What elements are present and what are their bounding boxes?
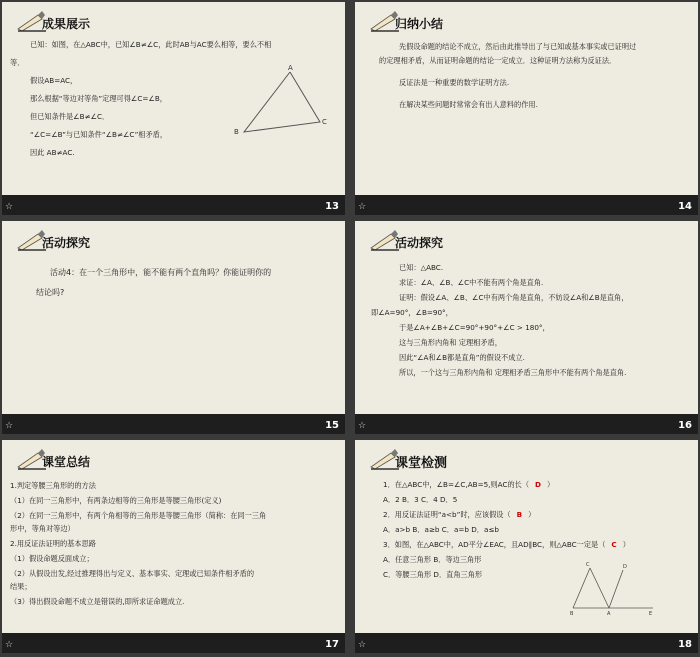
slide-17[interactable] bbox=[2, 440, 345, 653]
slide-number: 18 bbox=[678, 639, 692, 650]
question-1-options: A．2 B．3 C．4 D．5 bbox=[383, 495, 458, 504]
slide-content bbox=[2, 2, 345, 195]
slide-title: 归纳小结 bbox=[369, 8, 443, 34]
slide-title: 课堂检测 bbox=[369, 446, 447, 472]
label-d: D bbox=[623, 564, 627, 570]
star-icon[interactable]: ☆ bbox=[358, 202, 367, 212]
slide-content bbox=[2, 221, 345, 414]
star-icon[interactable]: ☆ bbox=[5, 640, 14, 650]
label-e: E bbox=[649, 611, 653, 616]
question-3-options-1: A．任意三角形 B．等边三角形 bbox=[383, 555, 482, 564]
star-icon[interactable]: ☆ bbox=[358, 640, 367, 650]
triangle-figure bbox=[230, 62, 330, 142]
question-2: 2．用反证法证明“a<b”时，应该假设（ B ） bbox=[383, 510, 536, 519]
slide-footer bbox=[355, 633, 698, 653]
label-b: B bbox=[234, 128, 239, 136]
question-2-options: A．a>b B．a≥b C．a=b D．a≤b bbox=[383, 525, 499, 534]
slide-title: 活动探究 bbox=[369, 227, 443, 253]
slide-13[interactable] bbox=[2, 2, 345, 215]
label-c: C bbox=[322, 118, 327, 126]
slide-footer bbox=[355, 414, 698, 434]
slide-number: 17 bbox=[325, 639, 339, 650]
question-3-options-2: C．等腰三角形 D．直角三角形 bbox=[383, 570, 483, 579]
slide-15[interactable] bbox=[2, 221, 345, 434]
label-a: A bbox=[288, 64, 293, 72]
star-icon[interactable]: ☆ bbox=[358, 421, 367, 431]
label-a: A bbox=[607, 611, 611, 616]
slide-text: 已知：如图，在△ABC中，已知∠B≠∠C，此时AB与AC要么相等，要么不相 等． 假设AB=AC， 那么根据“等边对等角”定理可得∠C=∠B， 但已知条件是∠B≠∠C． “∠C=∠B”与已知条件“∠B≠∠C”相矛盾， 因此 AB≠AC. bbox=[10, 40, 272, 157]
slide-footer bbox=[2, 633, 345, 653]
slide-content bbox=[355, 221, 698, 414]
slide-text: 先假设命题的结论不成立，然后由此推导出了与已知或基本事实或已证明过 的定理相矛盾，从而证明命题的结论一定成立．这种证明方法称为反证法． 反证法是一种重要的数学证明方法. 在解决某些问题时常常会有出人意料的作用. bbox=[379, 42, 637, 109]
slide-content bbox=[2, 440, 345, 633]
slide-footer bbox=[355, 195, 698, 215]
slide-number: 14 bbox=[678, 201, 692, 212]
answer-3: C bbox=[611, 540, 617, 549]
slide-text: 1.判定等腰三角形的的方法 （1）在同一三角形中，有两条边相等的三角形是等腰三角形(定义) （2）在同一三角形中，有两个角相等的三角形是等腰三角形（简称：在同一三角 形中，等角对等边） 2.用反证法证明的基本思路 （1）假设命题反面成立； （2）从假设出发,经过推理得出与定义、基本事实、定理或已知条件相矛盾的 结果； （3）得出假设命题不成立是错误的,即所求证命题成立. bbox=[10, 481, 267, 606]
answer-2: B bbox=[516, 510, 523, 519]
slide-text: 活动4：在一个三角形中，能不能有两个直角吗？你能证明你的 结论吗? bbox=[36, 268, 272, 297]
slide-number: 16 bbox=[678, 420, 692, 431]
slide-16[interactable] bbox=[355, 221, 698, 434]
slide-number: 15 bbox=[325, 420, 339, 431]
slide-footer bbox=[2, 414, 345, 434]
slide-title: 活动探究 bbox=[16, 227, 90, 253]
label-c: C bbox=[586, 562, 590, 568]
answer-1: D bbox=[535, 480, 541, 489]
star-icon[interactable]: ☆ bbox=[5, 421, 14, 431]
question-1: 1．在△ABC中，∠B=∠C,AB=5,则AC的长（ D ） bbox=[383, 480, 555, 489]
slide-18[interactable] bbox=[355, 440, 698, 653]
slide-content bbox=[355, 2, 698, 195]
question-3: 3．如图，在△ABC中，AD平分∠EAC，且AD∥BC，则△ABC一定是（ C ） bbox=[383, 540, 630, 549]
slide-number: 13 bbox=[325, 201, 339, 212]
slide-14[interactable] bbox=[355, 2, 698, 215]
label-b: B bbox=[570, 611, 574, 616]
slide-footer bbox=[2, 195, 345, 215]
geometry-figure bbox=[565, 558, 665, 616]
slide-title: 成果展示 bbox=[16, 8, 90, 34]
slide-content bbox=[355, 440, 698, 633]
star-icon[interactable]: ☆ bbox=[5, 202, 14, 212]
slide-text: 已知：△ABC. 求证：∠A、∠B、∠C中不能有两个角是直角. 证明：假设∠A、∠B、∠C中有两个角是直角，不妨设∠A和∠B是直角， 即∠A=90°，∠B=90°， 于是∠A+∠B+∠C=90°+90°+∠C > 180°， 这与三角形内角和 定理相矛盾， 因此“∠A和∠B都是直角”的假设不成立. 所以，一个这与三角形内角和 定理相矛盾三角形中不能有两个角是直角. bbox=[371, 263, 629, 377]
slide-title: 课堂总结 bbox=[16, 446, 90, 472]
